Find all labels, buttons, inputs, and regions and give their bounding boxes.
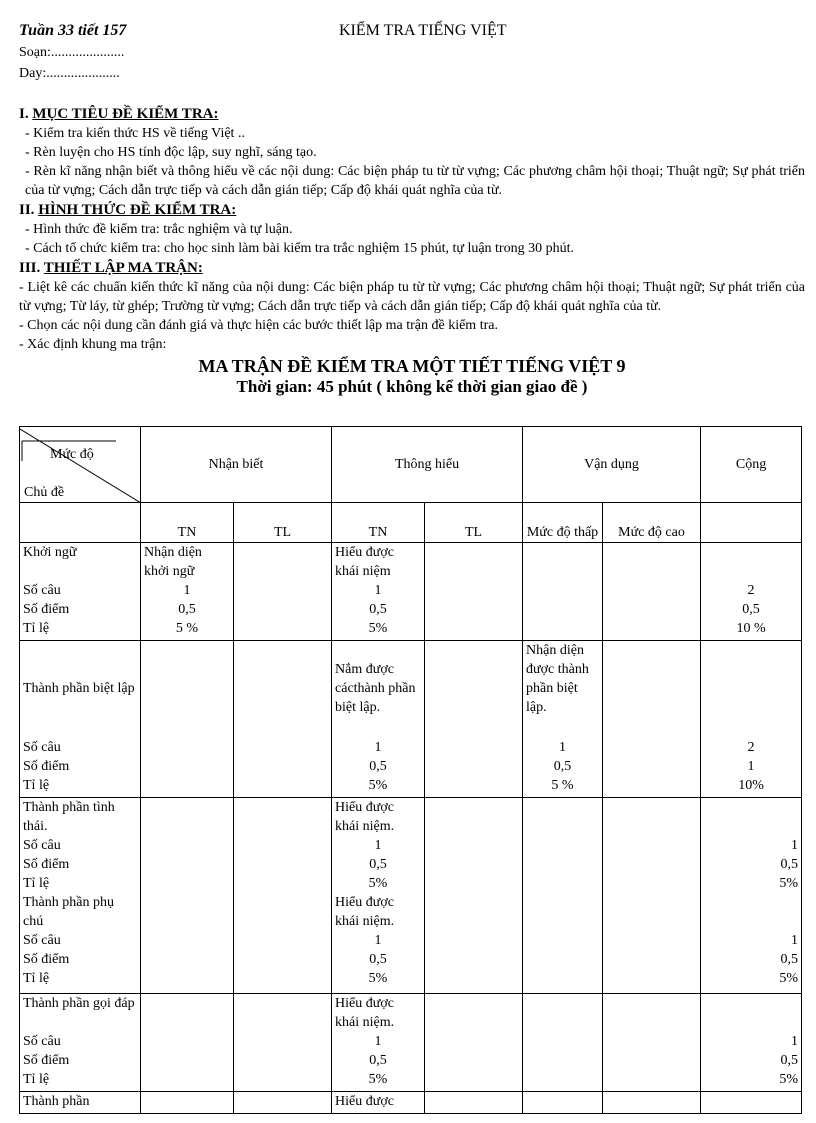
empty-cell — [603, 543, 701, 641]
cell-socau: 2 — [747, 583, 755, 598]
thong-hieu-tn-cell — [332, 994, 425, 1092]
table-row — [20, 994, 802, 1092]
cell-sodiem: 0,5 — [369, 857, 387, 872]
section-1-line: - Kiểm tra kiến thức HS về tiếng Việt .. — [25, 126, 245, 141]
table-row — [20, 798, 802, 994]
cell-description: Nắm được cácthành phần biệt lập. — [335, 662, 416, 715]
document-title: KIỂM TRA TIẾNG VIỆT — [339, 22, 507, 39]
section-3-line: - Xác định khung ma trận: — [19, 337, 167, 352]
section-2-line: - Cách tổ chức kiểm tra: cho học sinh làm bài kiểm tra trắc nghiệm 15 phút, tự luận trong 30 phút. — [25, 241, 574, 256]
cell-tile: 5% — [779, 971, 799, 986]
row-label-socau: Số câu — [23, 933, 61, 948]
section-matrix-setup — [19, 258, 805, 354]
cell-description: Nhận diện được thành phần biệt lập. — [526, 643, 589, 715]
row-label-tile: Tỉ lệ — [23, 1072, 50, 1087]
row-label-tile: Tỉ lệ — [23, 621, 50, 636]
sub-tn: TN — [332, 503, 425, 543]
cell-socau: 1 — [374, 583, 382, 598]
topic-name: Thành phần — [23, 1094, 90, 1109]
cell-tile: 5% — [368, 876, 388, 891]
table-header-row — [20, 427, 802, 503]
topic-name: Thành phần biệt lập — [23, 681, 135, 696]
cell-sodiem: 0,5 — [369, 602, 387, 617]
topic-cell — [20, 641, 141, 798]
topic-cell — [20, 1092, 141, 1114]
cell-sodiem: 0,5 — [369, 759, 387, 774]
matrix-title: MA TRẬN ĐỀ KIỂM TRA MỘT TIẾT TIẾNG VIỆT 9 — [198, 356, 626, 376]
cell-tile: 10% — [738, 778, 764, 793]
nhan-biet-tn-cell — [141, 543, 234, 641]
section-3-line: - Liệt kê các chuẩn kiến thức kĩ năng của nội dung: Các biện pháp tu từ từ vựng; Các phương châm hội thoại; Thuật ngữ; Sự phát triển của từ vựng; Từ láy, từ ghép; Trường từ vựng; Cách dẫn trực tiếp và cách dẫn gián tiếp; Cấp độ khái quát nghĩa của từ. — [19, 280, 805, 314]
subheader-empty — [20, 503, 141, 543]
subheader-empty — [701, 503, 802, 543]
cell-description: Hiểu được khái niệm. — [335, 895, 395, 929]
sub-muc-do-thap: Mức độ thấp — [523, 503, 603, 543]
thong-hieu-tn-cell — [332, 1092, 425, 1114]
header-thong-hieu: Thông hiểu — [332, 427, 523, 503]
empty-cell — [425, 641, 523, 798]
cell-description: Hiểu được khái niệm — [335, 545, 394, 579]
empty-cell — [234, 798, 332, 994]
empty-cell — [425, 543, 523, 641]
cell-sodiem: 0,5 — [742, 602, 760, 617]
cong-cell — [701, 994, 802, 1092]
cell-socau: 1 — [374, 1034, 382, 1049]
corner-cell — [20, 427, 141, 503]
topic-name: Thành phần phụ chú — [23, 895, 114, 929]
cong-cell — [701, 543, 802, 641]
cell-sodiem: 0,5 — [369, 1053, 387, 1068]
cell-sodiem: 0,5 — [780, 857, 799, 872]
matrix-subtitle: Thời gian: 45 phút ( không kể thời gian giao đề ) — [236, 377, 588, 396]
empty-cell — [523, 1092, 603, 1114]
section-3-line: - Chọn các nội dung cần đánh giá và thực hiện các bước thiết lập ma trận đề kiểm tra. — [19, 318, 498, 333]
section-2-line: - Hình thức đề kiểm tra: trắc nghiệm và tự luận. — [25, 222, 293, 237]
cell-socau: 1 — [791, 1034, 799, 1049]
cell-socau: 1 — [791, 838, 799, 853]
empty-cell — [603, 994, 701, 1092]
cell-tile: 10 % — [736, 621, 766, 636]
section-3-heading: III. THIẾT LẬP MA TRẬN: — [19, 260, 203, 276]
row-label-socau: Số câu — [23, 838, 61, 853]
row-label-sodiem: Số điểm — [23, 602, 70, 617]
cell-socau: 1 — [374, 838, 382, 853]
empty-cell — [141, 798, 234, 994]
teaching-date-line: Day:..................... — [19, 66, 120, 81]
empty-cell — [701, 1092, 802, 1114]
row-label-socau: Số câu — [23, 740, 61, 755]
header-nhan-biet: Nhận biết — [141, 427, 332, 503]
cell-socau: 1 — [559, 740, 567, 755]
section-objectives — [19, 104, 805, 200]
cell-socau: 1 — [791, 933, 799, 948]
cell-tile: 5% — [779, 1072, 799, 1087]
empty-cell — [234, 641, 332, 798]
cell-socau: 1 — [183, 583, 191, 598]
table-row — [20, 543, 802, 641]
empty-cell — [523, 994, 603, 1092]
thong-hieu-tn-cell — [332, 798, 425, 994]
table-subheader-row — [20, 503, 802, 543]
empty-cell — [234, 543, 332, 641]
cell-tile: 5% — [368, 778, 388, 793]
topic-name: Thành phần gọi đáp — [23, 996, 135, 1011]
topic-name: Thành phần tình thái. — [23, 800, 115, 834]
exam-matrix-table — [19, 426, 802, 1114]
cell-socau: 1 — [374, 933, 382, 948]
topic-cell — [20, 798, 141, 994]
empty-cell — [234, 1092, 332, 1114]
cell-description: Hiểu được khái niệm. — [335, 800, 395, 834]
empty-cell — [603, 798, 701, 994]
cell-tile: 5% — [368, 1072, 388, 1087]
empty-cell — [523, 798, 603, 994]
section-1-line: - Rèn luyện cho HS tính độc lập, suy nghĩ, sáng tạo. — [25, 145, 317, 160]
corner-level-label: Mức độ — [50, 447, 94, 462]
cell-tile: 5 % — [175, 621, 199, 636]
row-label-socau: Số câu — [23, 1034, 61, 1049]
cell-sodiem: 0,5 — [553, 759, 572, 774]
document-header — [19, 0, 805, 86]
table-row — [20, 1092, 802, 1114]
sub-tn: TN — [141, 503, 234, 543]
van-dung-thap-cell — [523, 641, 603, 798]
header-van-dung: Vận dụng — [523, 427, 701, 503]
section-1-line: - Rèn kĩ năng nhận biết và thông hiểu về các nội dung: Các biện pháp tu từ từ vựng; Các phương châm hội thoại; Thuật ngữ; Sự phát triển của từ vựng; Cách dẫn trực tiếp và cách dẫn gián tiếp; Cấp độ khái quát nghĩa của từ. — [25, 164, 805, 198]
empty-cell — [141, 1092, 234, 1114]
corner-topic-label: Chủ đề — [24, 485, 65, 500]
header-cong: Cộng — [701, 427, 802, 503]
cell-description: Nhận diện khởi ngữ — [144, 545, 202, 579]
section-2-heading: II. HÌNH THỨC ĐỀ KIỂM TRA: — [19, 202, 237, 218]
sub-muc-do-cao: Mức độ cao — [603, 503, 701, 543]
cong-cell — [701, 798, 802, 994]
cell-socau: 2 — [747, 740, 755, 755]
cell-sodiem: 0,5 — [369, 952, 387, 967]
empty-cell — [425, 1092, 523, 1114]
row-label-socau: Số câu — [23, 583, 61, 598]
cell-description: Hiểu được khái niệm. — [335, 996, 395, 1030]
sub-tl: TL — [234, 503, 332, 543]
cell-socau: 1 — [374, 740, 382, 755]
empty-cell — [425, 798, 523, 994]
cell-sodiem: 0,5 — [178, 602, 196, 617]
topic-name: Khởi ngữ — [23, 545, 77, 560]
table-row — [20, 641, 802, 798]
prepared-date-line: Soạn:..................... — [19, 45, 125, 60]
thong-hieu-tn-cell — [332, 543, 425, 641]
sub-tl: TL — [425, 503, 523, 543]
topic-cell — [20, 994, 141, 1092]
row-label-tile: Tỉ lệ — [23, 778, 50, 793]
week-lesson-label: Tuần 33 tiết 157 — [19, 22, 127, 39]
row-label-tile: Tỉ lệ — [23, 971, 50, 986]
empty-cell — [603, 641, 701, 798]
row-label-tile: Tỉ lệ — [23, 876, 50, 891]
cell-tile: 5% — [368, 621, 388, 636]
empty-cell — [141, 994, 234, 1092]
section-format — [19, 200, 805, 258]
empty-cell — [603, 1092, 701, 1114]
row-label-sodiem: Số điểm — [23, 857, 70, 872]
cong-cell — [701, 641, 802, 798]
document-page — [19, 0, 805, 397]
cell-description: Hiểu được — [335, 1094, 394, 1109]
cell-tile: 5% — [368, 971, 388, 986]
cell-tile: 5 % — [551, 778, 574, 793]
row-label-sodiem: Số điểm — [23, 952, 70, 967]
section-1-heading: I. MỤC TIÊU ĐỀ KIỂM TRA: — [19, 106, 219, 122]
cell-sodiem: 1 — [747, 759, 755, 774]
empty-cell — [234, 994, 332, 1092]
row-label-sodiem: Số điểm — [23, 759, 70, 774]
empty-cell — [425, 994, 523, 1092]
empty-cell — [141, 641, 234, 798]
cell-tile: 5% — [779, 876, 799, 891]
cell-sodiem: 0,5 — [780, 1053, 799, 1068]
thong-hieu-tn-cell — [332, 641, 425, 798]
empty-cell — [523, 543, 603, 641]
topic-cell — [20, 543, 141, 641]
row-label-sodiem: Số điểm — [23, 1053, 70, 1068]
cell-sodiem: 0,5 — [780, 952, 799, 967]
